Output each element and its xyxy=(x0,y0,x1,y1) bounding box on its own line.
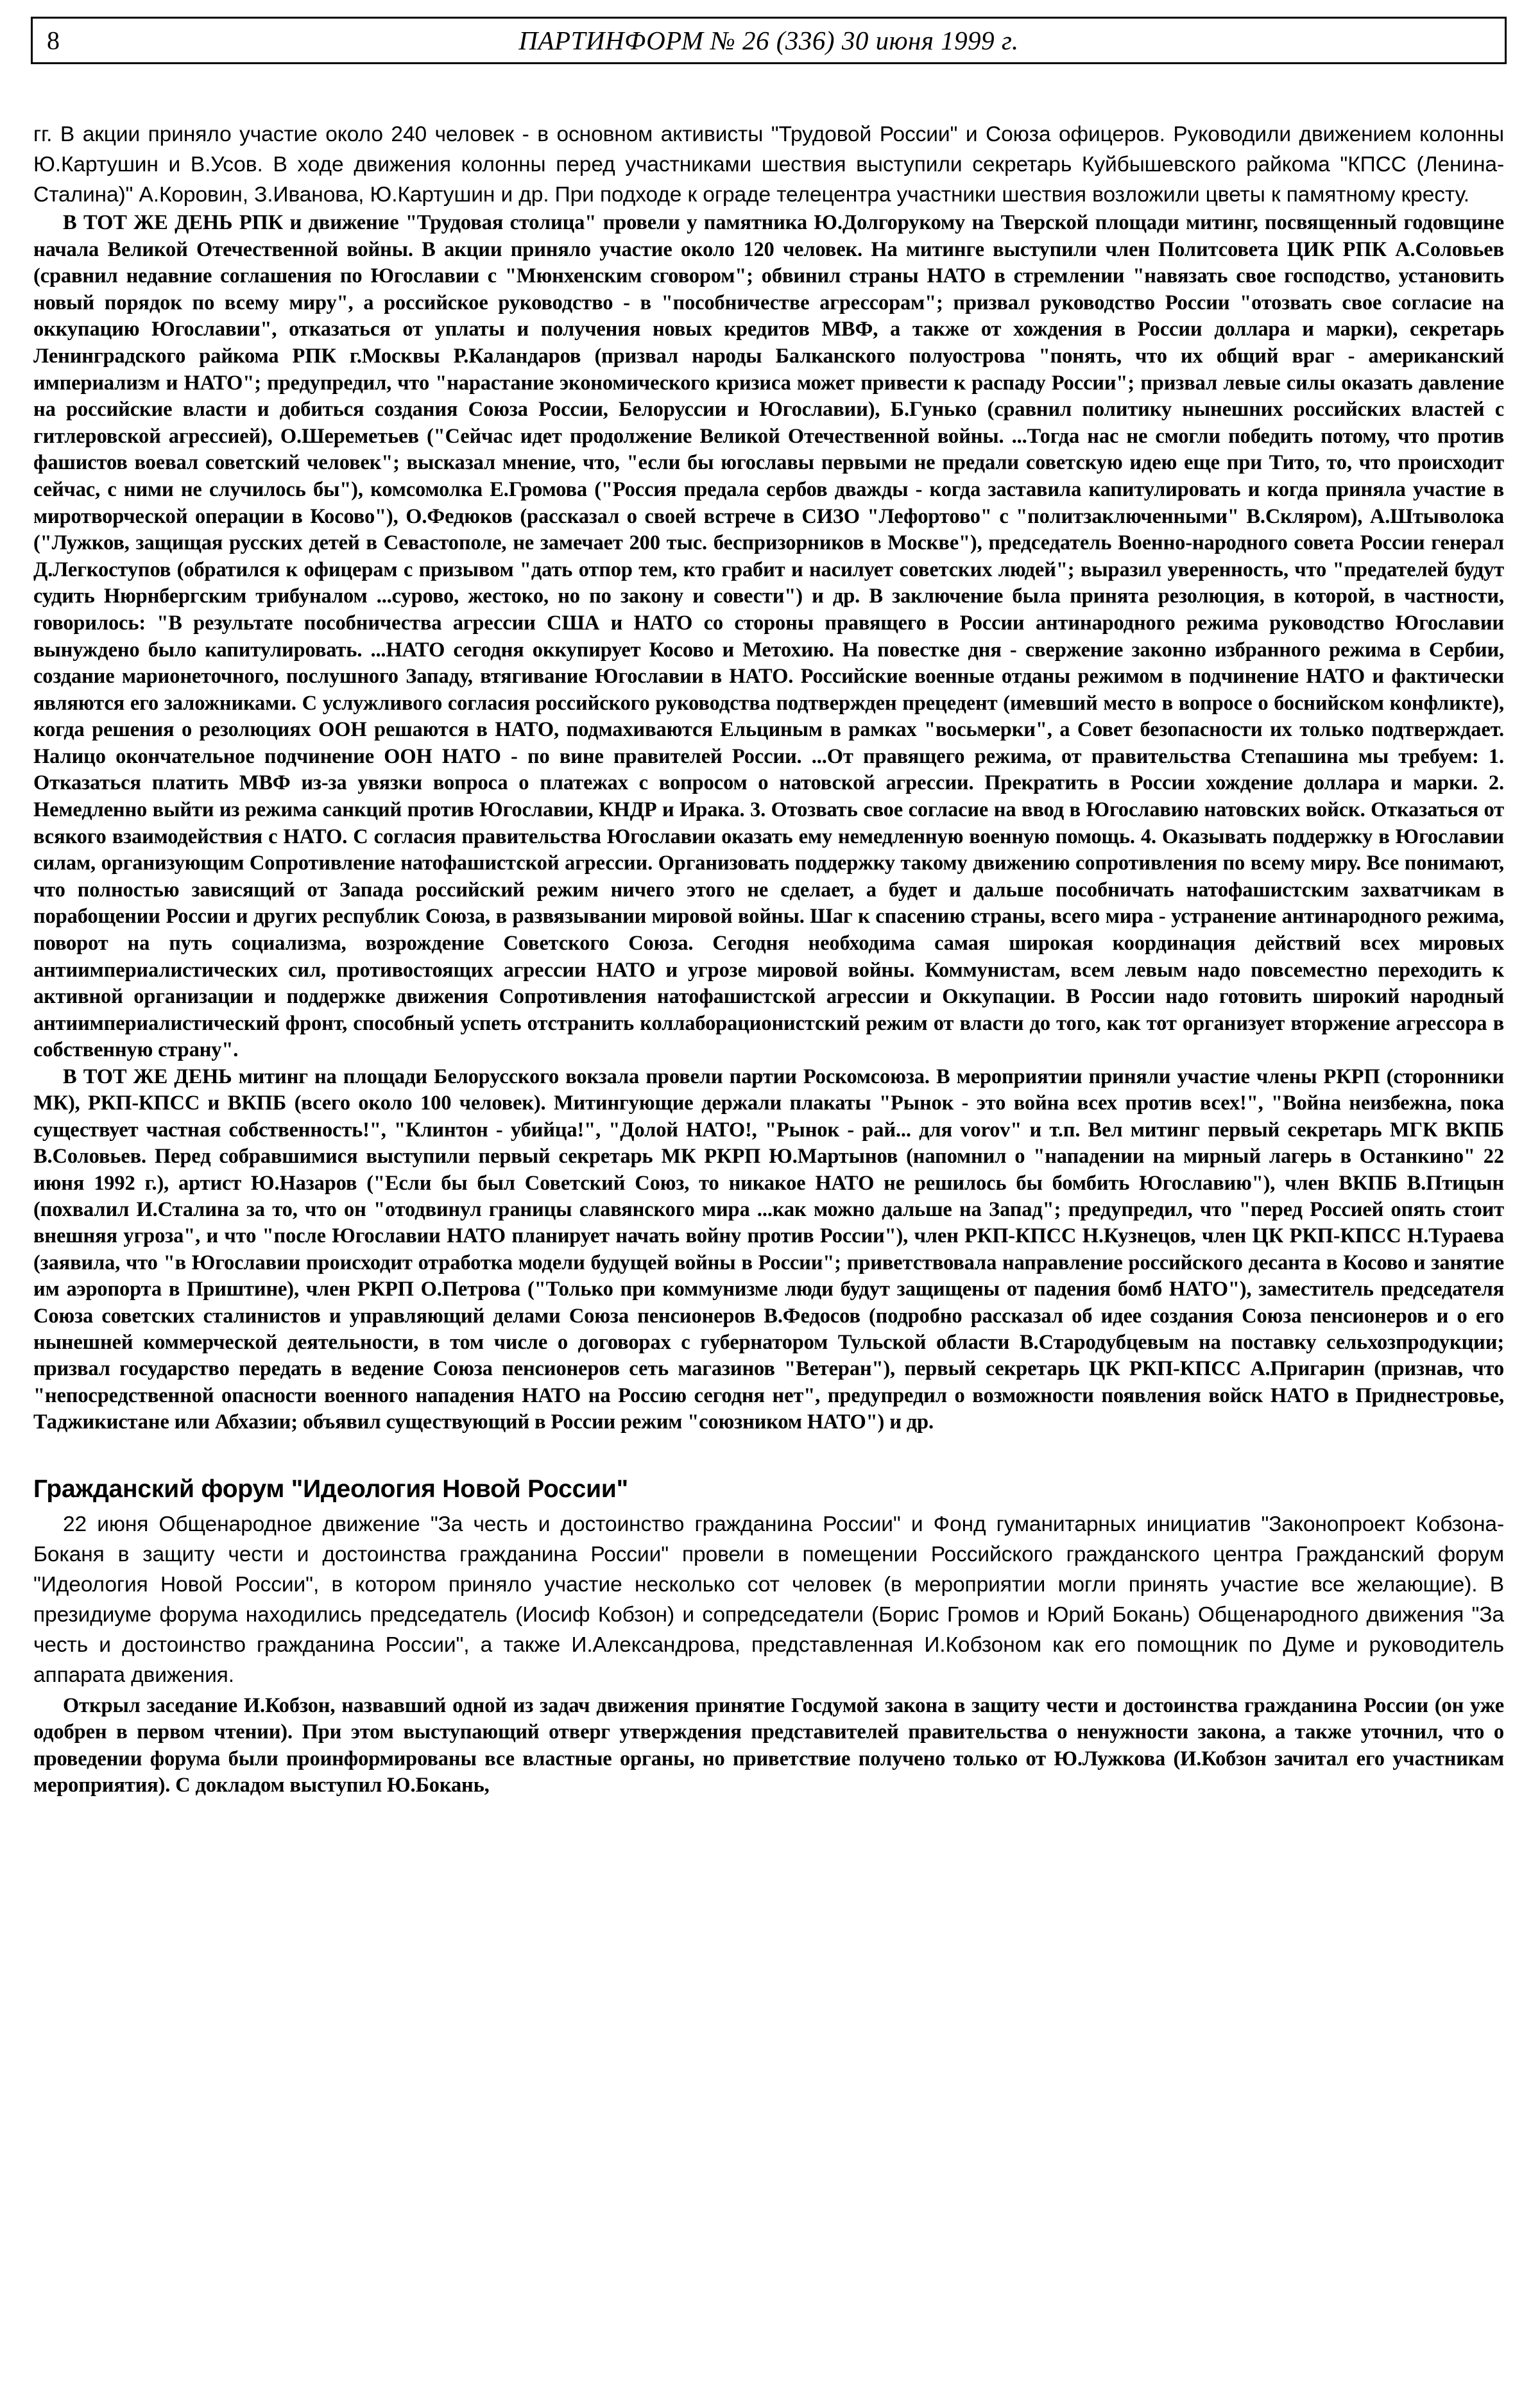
publication-title: ПАРТИНФОРМ № 26 (336) 30 июня 1999 г. xyxy=(518,26,1019,55)
page-number: 8 xyxy=(47,26,60,55)
page-header xyxy=(31,17,1507,64)
paragraph-rpk-rally: В ТОТ ЖЕ ДЕНЬ РПК и движение "Трудовая столица" провели у памятника Ю.Долгорукому на Тверской площади митинг, посвященный годовщине начала Великой Отечественной войны. В акции приняло участие около 120 человек. На митинге выступили член Политсовета ЦИК РПК А.Соловьев (сравнил недавние соглашения по Югославии с "Мюнхенским сговором"; обвинил страны НАТО в стремлении "навязать свое господство, установить новый порядок по всему миру", а российское руководство - в "пособничестве агрессорам"; призвал руководство России "отозвать свое согласие на оккупацию Югославии", отказаться от уплаты и получения новых кредитов МВФ, а также от хождения в России доллара и марки), секретарь Ленинградского райкома РПК г.Москвы Р.Каландаров (призвал народы Балканского полуострова "понять, что их общий враг - американский империализм и НАТО"; предупредил, что "нарастание экономического кризиса может привести к распаду России"; призвал левые силы оказать давление на российские власти и добиться создания Союза России, Белоруссии и Югославии), Б.Гунько (сравнил политику нынешних российских властей с гитлеровской агрессией), О.Шереметьев ("Сейчас идет продолжение Великой Отечественной войны. ...Тогда нас не смогли победить потому, что против фашистов воевал советский человек"; высказал мнение, что, "если бы югославы первыми не предали советскую идею еще при Тито, то, что происходит сейчас, с ними не случилось бы"), комсомолка Е.Громова ("Россия предала сербов дважды - когда заставила капитулировать и когда приняла участие в миротворческой операции в Косово"), О.Федюков (рассказал о своей встрече в СИЗО "Лефортово" с "политзаключенными" В.Скляром), А.Штыволока ("Лужков, защищая русских детей в Севастополе, не замечает 200 тыс. беспризорников в Москве"), председатель Военно-народного совета России генерал Д.Легкоступов (обратился к офицерам с призывом "дать отпор тем, кто грабит и насилует советских людей"; выразил уверенность, что "предателей будут судить Нюрнбергским трибуналом ...сурово, жестоко, но по закону и совести") и др. В заключение была принята резолюция, в которой, в частности, говорилось: "В результате пособничества агрессии США и НАТО со стороны правящего в России антинародного режима руководство Югославии вынуждено было капитулировать. ...НАТО сегодня оккупирует Косово и Метохию. На повестке дня - свержение законно избранного режима в Сербии, создание марионеточного, послушного Западу, втягивание Югославии в НАТО. Российские военные отданы режимом в подчинение НАТО и фактически являются его заложниками. С услужливого согласия российского руководства подтвержден прецедент (имевший место в вопросе о боснийском конфликте), когда решения о резолюциях ООН решаются в НАТО, подмахиваются Ельциным в рамках "восьмерки", а Совет безопасности их только подтверждает. Налицо окончательное подчинение ООН НАТО - по вине правителей России. ...От правящего режима, от правительства Степашина мы требуем: 1. Отказаться платить МВФ из-за увязки вопроса о платежах с вопросом о натовской агрессии. Прекратить в России хождение доллара и марки. 2. Немедленно выйти из режима санкций против Югославии, КНДР и Ирака. 3. Отозвать свое согласие на ввод в Югославию натовских войск. Отказаться от всякого взаимодействия с НАТО. С согласия правительства Югославии оказать ему немедленную военную помощь. 4. Оказывать поддержку в Югославии силам, организующим Сопротивление натофашистской агрессии. Организовать поддержку такому движению сопротивления по всему миру. Все понимают, что полностью зависящий от Запада российский режим ничего этого не сделает, а будет и дальше пособничать натофашистским захватчикам в порабощении России и других республик Союза, в развязывании мировой войны. Шаг к спасению страны, всего мира - устранение антинародного режима, поворот на путь социализма, возрождение Советского Союза. Сегодня необходима самая широкая координация действий всех мировых антиимпериалистических сил, противостоящих агрессии НАТО и угрозе мировой войны. Коммунистам, всем левым надо повсеместно переходить к активной организации и поддержке движения Сопротивления натофашистской агрессии и Оккупации. В России надо готовить широкий народный антиимпериалистический фронт, способный успеть отстранить коллаборационистский режим от власти до того, как тот организует вторжение агрессора в собственную страну". xyxy=(33,211,1504,1062)
paragraph-forum-kobzon: Открыл заседание И.Кобзон, назвавший одной из задач движения принятие Госдумой закона в защиту чести и достоинства гражданина России (он уже одобрен в первом чтении). При этом выступающий отверг утверждения представителей правительства о ненужности закона, а также уточнил, что о проведении форума были проинформированы все властные органы, но приветствие получено только от Ю.Лужкова (И.Кобзон зачитал его участникам мероприятия). С докладом выступил Ю.Бокань, xyxy=(33,1693,1504,1797)
paragraph-continuation: гг. В акции приняло участие около 240 человек - в основном активисты "Трудовой России" и Союза офицеров. Руководили движением колонны Ю.Картушин и В.Усов. В ходе движения колонны перед участниками шествия выступили секретарь Куйбышевского райкома "КПСС (Ленина-Сталина)" А.Коровин, З.Иванова, Ю.Картушин и др. При подходе к ограде телецентра участники шествия возложили цветы к памятному кресту. xyxy=(33,123,1504,207)
section-heading-civic-forum: Гражданский форум "Идеология Новой России" xyxy=(33,1475,628,1503)
paragraph-forum-intro: 22 июня Общенародное движение "За честь и достоинство гражданина России" и Фонд гуманитарных инициатив "Законопроект Кобзона-Боканя в защиту чести и достоинства гражданина России" провели в помещении Российского гражданского центра Гражданский форум "Идеология Новой России", в котором приняло участие несколько сот человек (в мероприятии могли принять участие все желающие). В президиуме форума находились председатель (Иосиф Кобзон) и сопредседатели (Борис Громов и Юрий Бокань) Общенародного движения "За честь и достоинство гражданина России", а также И.Александрова, представленная И.Кобзоном как его помощник по Думе и руководитель аппарата движения. xyxy=(33,1512,1504,1687)
page-header-inner xyxy=(33,19,1505,62)
article-body xyxy=(33,119,1504,1799)
paragraph-belorussky-rally: В ТОТ ЖЕ ДЕНЬ митинг на площади Белорусского вокзала провели партии Роскомсоюза. В мероприятии приняли участие члены РКРП (сторонники МК), РКП-КПСС и ВКПБ (всего около 100 человек). Митингующие держали плакаты "Рынок - это война всех против всех!", "Война неизбежна, пока существует частная собственность!", "Клинтон - убийца!", "Долой НАТО!, "Рынок - рай... для vorov" и т.п. Вел митинг первый секретарь МГК ВКПБ В.Соловьев. Перед собравшимися выступили первый секретарь МК РКРП Ю.Мартынов (напомнил о "нападении на мирный лагерь в Останкино" 22 июня 1992 г.), артист Ю.Назаров ("Если бы был Советский Союз, то никакое НАТО не решилось бы бомбить Югославию"), член ВКПБ В.Птицын (похвалил И.Сталина за то, что он "отодвинул границы славянского мира ...как можно дальше на Запад"; предупредил, что "перед Россией опять стоит внешняя угроза", и что "после Югославии НАТО планирует начать войну против России"), член РКП-КПСС Н.Кузнецов, член ЦК РКП-КПСС Н.Тураева (заявила, что "в Югославии происходит отработка модели будущей войны в России"; приветствовала направление российского десанта в Косово и занятие им аэропорта в Приштине), член РКРП О.Петрова ("Только при коммунизме люди будут защищены от падения бомб НАТО"), заместитель председателя Союза советских сталинистов и управляющий делами Союза пенсионеров В.Федосов (подробно рассказал об идее создания Союза пенсионеров и о его нынешней коммерческой деятельности, в том числе о договорах с губернатором Тульской области В.Стародубцевым на поставку сельхозпродукции; призвал государство передать в ведение Союза пенсионеров сеть магазинов "Ветеран"), первый секретарь ЦК РКП-КПСС А.Пригарин (признав, что "непосредственной опасности военного нападения НАТО на Россию сегодня нет", предупредил о возможности появления войск НАТО в Приднестровье, Таджикистане или Абхазии; объявил существующий в России режим "союзником НАТО") и др. xyxy=(33,1065,1504,1434)
